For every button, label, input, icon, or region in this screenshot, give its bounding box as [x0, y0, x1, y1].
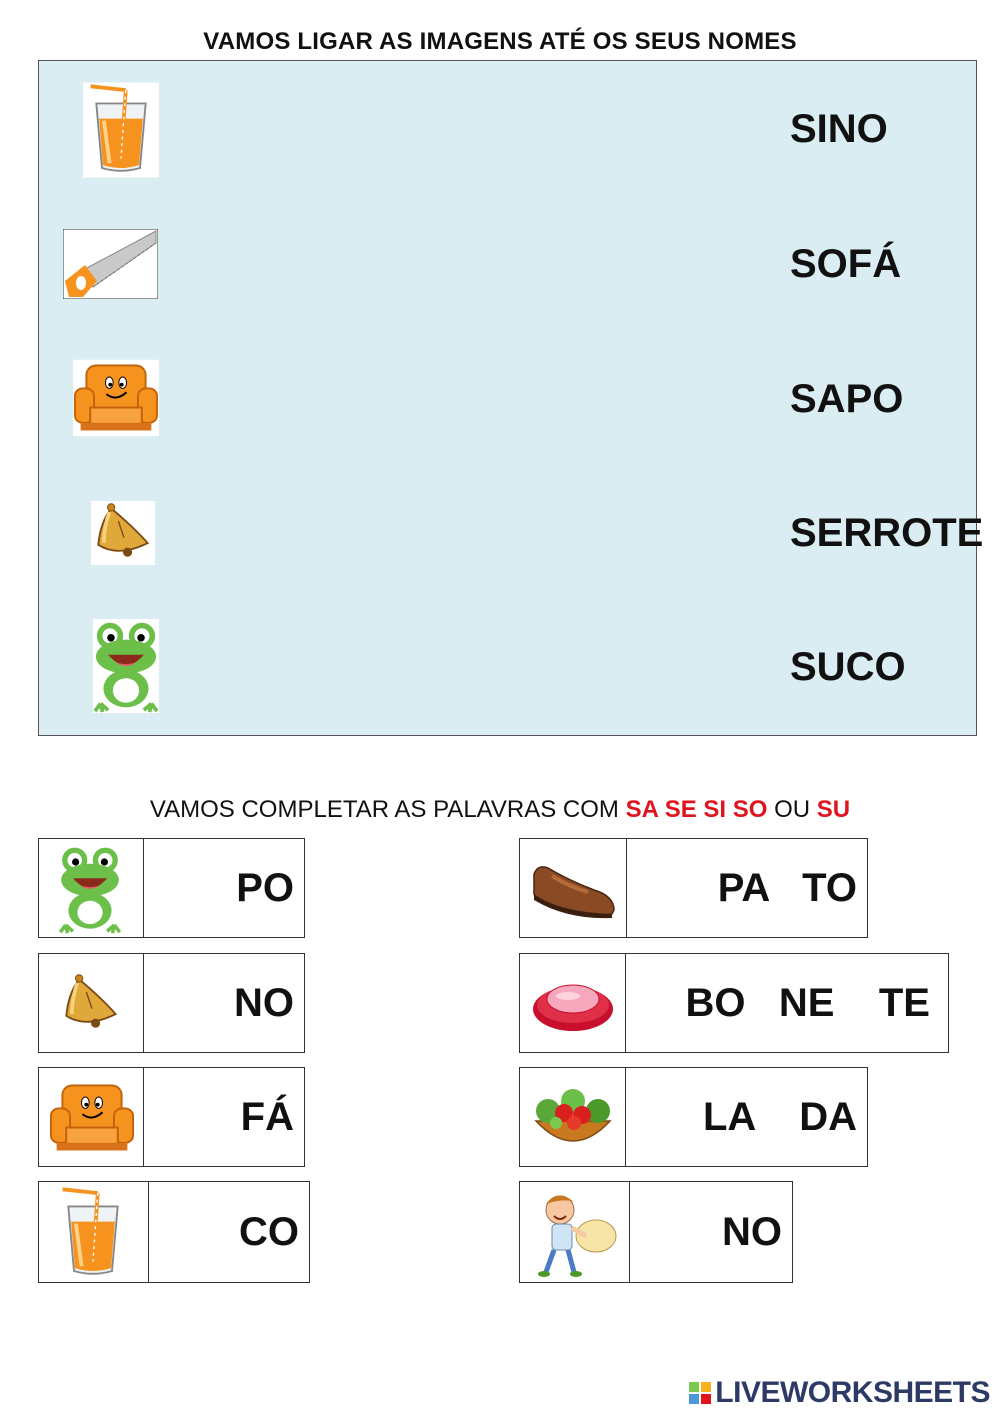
word-serrote[interactable]: SERROTE [790, 511, 984, 555]
bell-icon [59, 972, 123, 1036]
card-fragment: LA DA [702, 1094, 857, 1139]
card-sono [519, 1181, 793, 1283]
soap-icon [528, 969, 618, 1039]
card-image-cell [39, 1068, 144, 1166]
frog-icon[interactable] [93, 619, 159, 713]
logo-mark-icon [689, 1382, 711, 1404]
card-image-cell [39, 954, 144, 1052]
sleepy-boy-icon [530, 1188, 620, 1278]
card-fragment: NO [722, 1209, 782, 1254]
salad-icon [528, 1083, 618, 1153]
card-image-cell [39, 1182, 149, 1282]
complete-title-or: OU [767, 796, 817, 823]
saw-icon[interactable] [63, 229, 158, 299]
card-sino [38, 953, 305, 1053]
card-fragment: PA TO [717, 865, 857, 910]
card-fragment: NO [234, 980, 294, 1025]
card-image-cell [520, 1068, 626, 1166]
card-image-cell [520, 839, 627, 937]
juice-icon [55, 1185, 131, 1281]
juice-icon[interactable] [83, 81, 159, 179]
sofa-icon [49, 1079, 135, 1157]
card-sofa [38, 1067, 305, 1167]
complete-title-prefix: VAMOS COMPLETAR AS PALAVRAS COM [149, 796, 626, 823]
card-image-cell [520, 954, 626, 1052]
card-image-cell [39, 839, 144, 937]
sofa-icon[interactable] [73, 359, 159, 437]
card-fragment: CO [239, 1209, 299, 1254]
card-fragment: BO NE TE [685, 980, 930, 1025]
matching-panel [38, 60, 984, 736]
card-sapo [38, 838, 305, 938]
card-fragment: FÁ [240, 1094, 294, 1139]
word-suco[interactable]: SUCO [790, 645, 906, 689]
word-sofa[interactable]: SOFÁ [790, 242, 902, 286]
liveworksheets-logo [689, 1376, 990, 1410]
card-pa-to [519, 838, 868, 938]
frog-icon [57, 844, 123, 934]
word-sino[interactable]: SINO [790, 107, 888, 151]
bell-icon[interactable] [91, 501, 155, 565]
shoe-icon [528, 854, 618, 924]
card-la-da [519, 1067, 868, 1167]
syllable-su: SU [816, 796, 851, 823]
card-bo-ne-te [519, 953, 949, 1053]
word-sapo[interactable]: SAPO [790, 377, 904, 421]
card-suco [38, 1181, 310, 1283]
matching-title: VAMOS LIGAR AS IMAGENS ATÉ OS SEUS NOMES [203, 28, 797, 55]
card-fragment: PO [236, 865, 294, 910]
syllables-sa-se-si-so: SA SE SI SO [625, 796, 768, 823]
brand-name: LIVEWORKSHEETS [715, 1376, 990, 1409]
complete-title [0, 796, 1000, 824]
card-image-cell [520, 1182, 630, 1282]
